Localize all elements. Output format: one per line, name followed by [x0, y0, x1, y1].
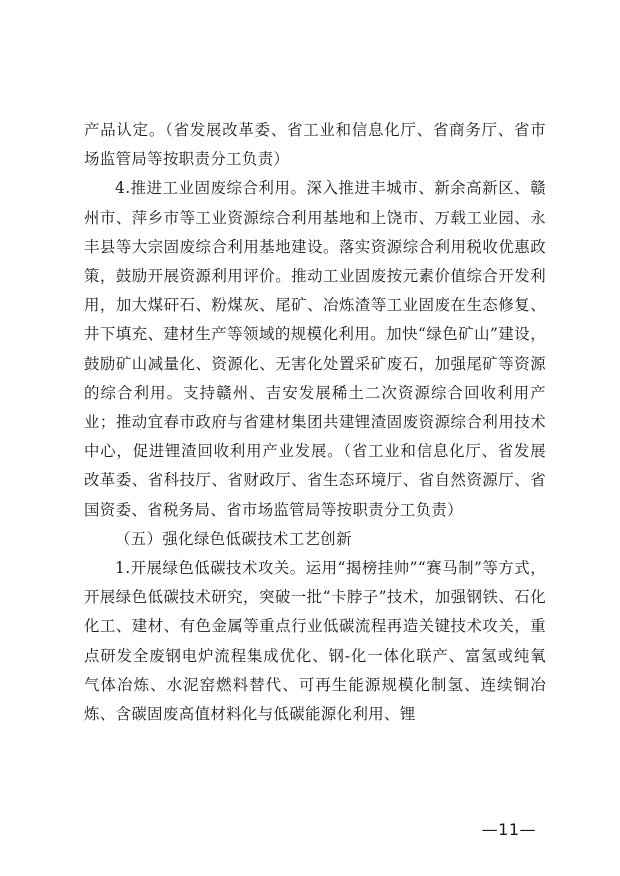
- document-body: [84, 116, 546, 729]
- paragraph-continuation: 产品认定。（省发展改革委、省工业和信息化厅、省商务厅、省市场监管局等按职责分工负责）: [84, 121, 546, 169]
- paragraph-item-4: 4.推进工业固废综合利用。深入推进丰城市、新余高新区、赣州市、萍乡市等工业资源综合利用基地和上饶市、万载工业园、永丰县等大宗固废综合利用基地建设。落实资源综合利用税收优惠政策，鼓励开展资源利用评价。推动工业固废按元素价值综合开发利用，加大煤矸石、粉煤灰、尾矿、冶炼渣等工业固废在生态修复、井下填充、建材生产等领域的规模化利用。加快“绿色矿山”建设，鼓励矿山减量化、资源化、无害化处置采矿废石，加强尾矿等资源的综合利用。支持赣州、吉安发展稀土二次资源综合回收利用产业；推动宜春市政府与省建材集团共建锂渣固废资源综合利用技术中心，促进锂渣回收利用产业发展。（省工业和信息化厅、省发展改革委、省科技厅、省财政厅、省生态环境厅、省自然资源厅、省国资委、省税务局、省市场监管局等按职责分工负责）: [84, 179, 546, 519]
- section-heading: （五）强化绿色低碳技术工艺创新: [115, 529, 352, 548]
- paragraph-item-1: 1.开展绿色低碳技术攻关。运用“揭榜挂帅”“赛马制”等方式，开展绿色低碳技术研究，突破一批“卡脖子”技术，加强钢铁、石化化工、建材、有色金属等重点行业低碳流程再造关键技术攻关，重点研发全废钢电炉流程集成优化、钢-化一体化联产、富氢或纯氧气体冶炼、水泥窑燃料替代、可再生能源规模化制氢、连续铜冶炼、含碳固废高值材料化与低碳能源化利用、锂: [84, 559, 546, 724]
- page-number: —11—: [481, 820, 536, 839]
